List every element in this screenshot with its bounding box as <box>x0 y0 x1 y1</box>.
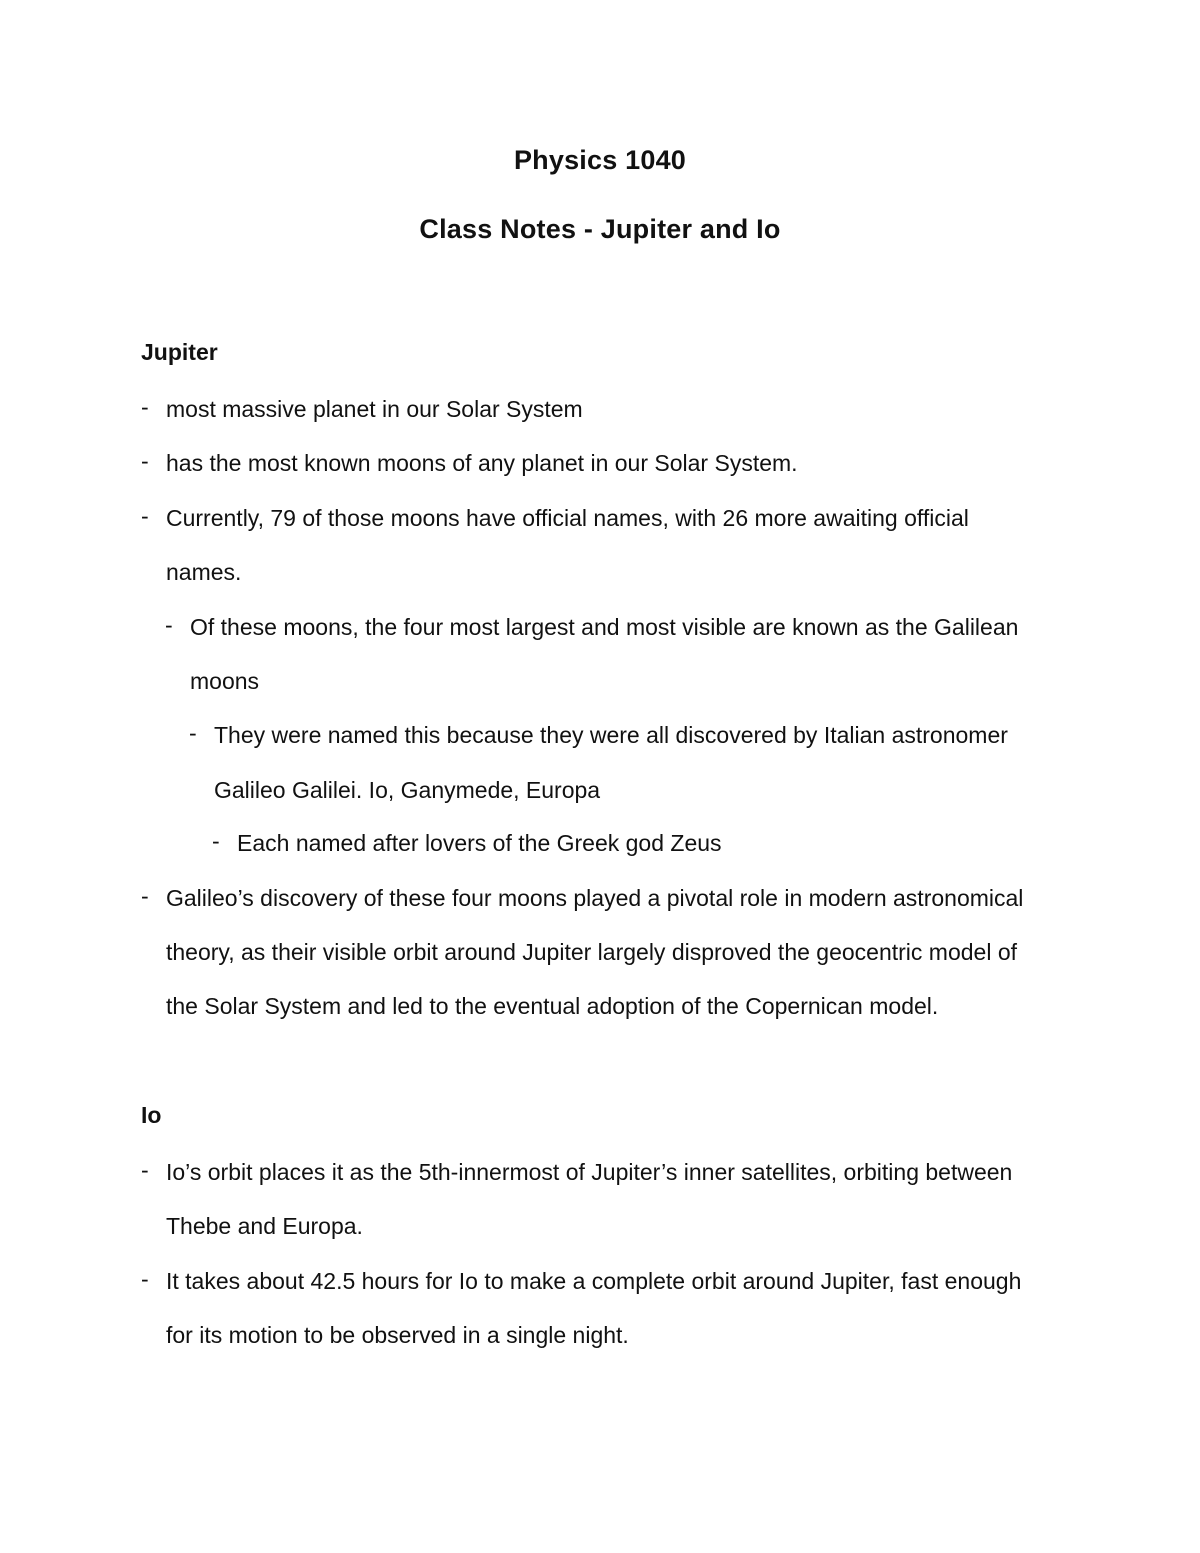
bullet-dash: - <box>141 883 149 909</box>
list-item: They were named this because they were all discovered by Italian astronomer <box>214 722 1008 748</box>
list-item: has the most known moons of any planet in our Solar System. <box>166 450 798 476</box>
list-item: most massive planet in our Solar System <box>166 396 583 422</box>
bullet-dash: - <box>212 828 220 854</box>
bullet-dash: - <box>141 448 149 474</box>
list-item: Currently, 79 of those moons have official names, with 26 more awaiting official <box>166 505 969 531</box>
page-title: Physics 1040 <box>513 145 687 175</box>
bullet-dash: - <box>141 1157 149 1183</box>
list-item-continuation: names. <box>166 559 242 585</box>
bullet-dash: - <box>141 503 149 529</box>
list-item: Galileo’s discovery of these four moons played a pivotal role in modern astronomical <box>166 885 1024 911</box>
bullet-dash: - <box>165 612 173 638</box>
list-item-continuation: moons <box>190 668 260 694</box>
list-item: Each named after lovers of the Greek god Zeus <box>237 830 722 856</box>
bullet-dash: - <box>141 394 149 420</box>
section-heading-io: Io <box>141 1102 162 1128</box>
list-item-continuation: Galileo Galilei. Io, Ganymede, Europa <box>214 777 601 803</box>
list-item: Io’s orbit places it as the 5th-innermost of Jupiter’s inner satellites, orbiting between <box>166 1159 1013 1185</box>
list-item-continuation: the Solar System and led to the eventual adoption of the Copernican model. <box>166 993 939 1019</box>
list-item: Of these moons, the four most largest and most visible are known as the Galilean <box>190 614 1019 640</box>
bullet-dash: - <box>189 720 197 746</box>
list-item-continuation: theory, as their visible orbit around Jupiter largely disproved the geocentric model of <box>166 939 1018 965</box>
page-subtitle: Class Notes - Jupiter and Io <box>419 214 781 244</box>
list-item: It takes about 42.5 hours for Io to make a complete orbit around Jupiter, fast enough <box>166 1268 1022 1294</box>
bullet-dash: - <box>141 1266 149 1292</box>
section-heading-jupiter: Jupiter <box>141 339 218 365</box>
list-item-continuation: Thebe and Europa. <box>166 1213 363 1239</box>
list-item-continuation: for its motion to be observed in a single night. <box>166 1322 629 1348</box>
